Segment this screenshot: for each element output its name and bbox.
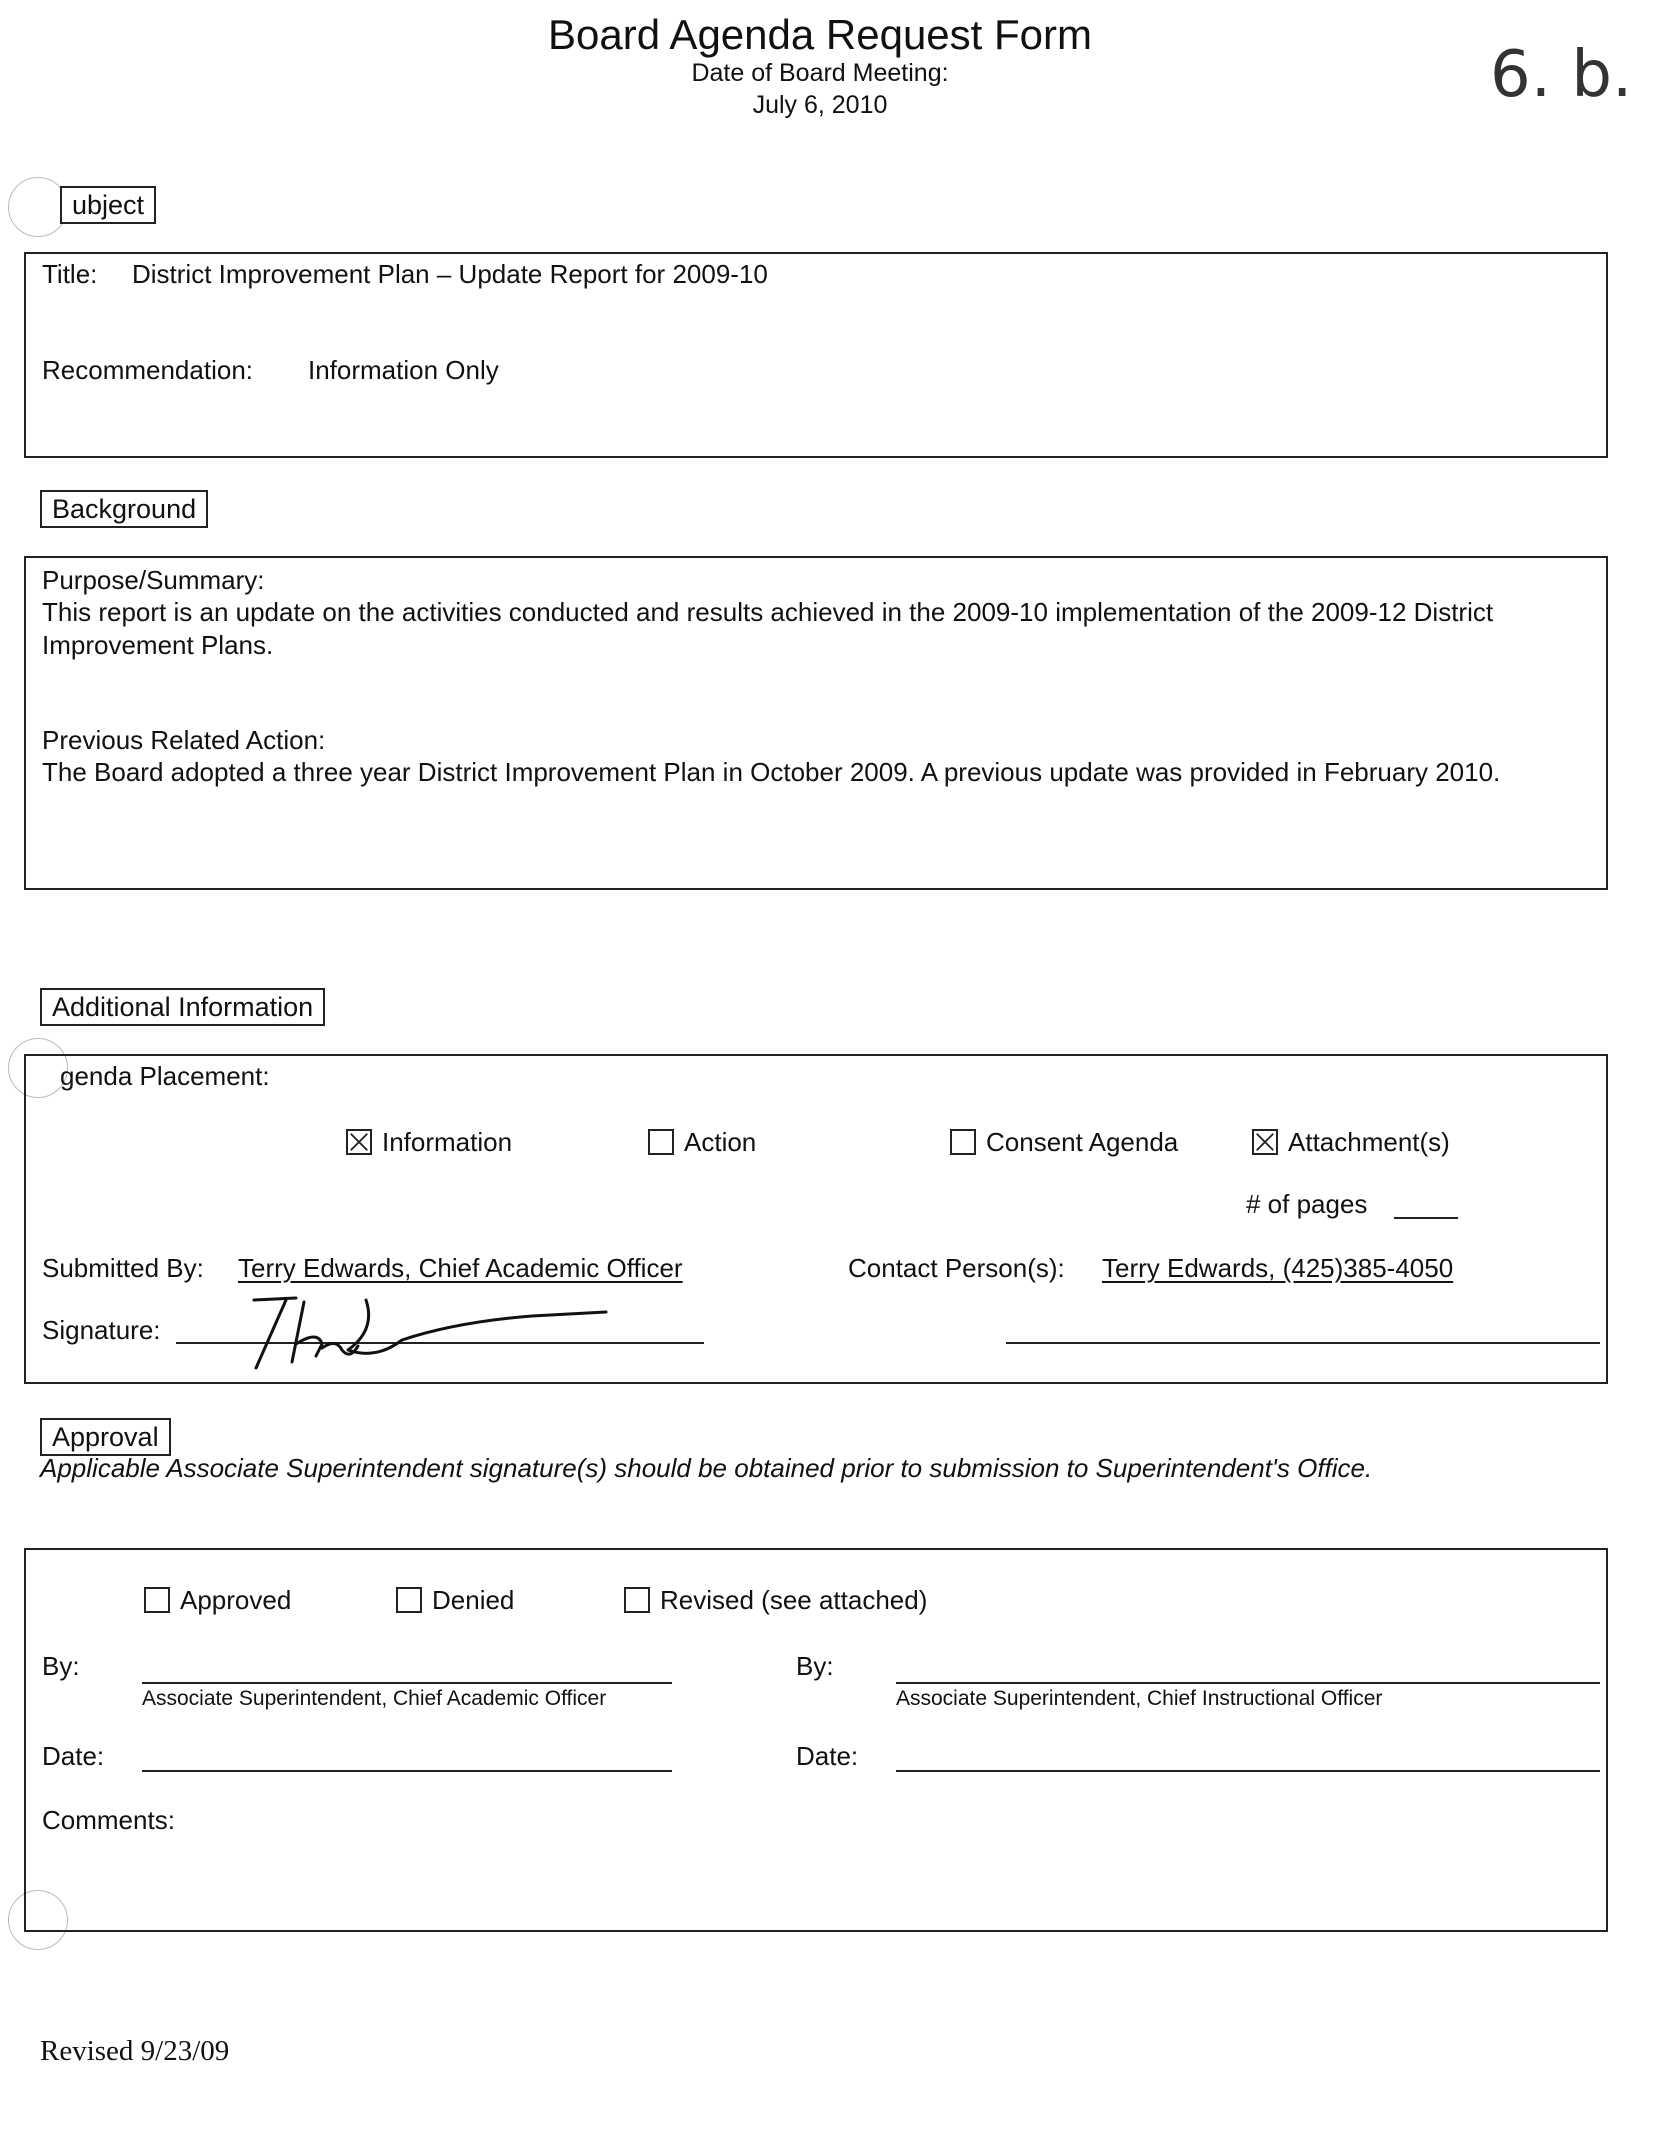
title-value: District Improvement Plan – Update Report for 2009-10: [132, 259, 768, 289]
checkbox-attachments[interactable]: [1252, 1126, 1450, 1159]
background-section-label: Background: [40, 490, 208, 528]
checkbox-attachments-label: Attachment(s): [1288, 1127, 1450, 1157]
approval-box: [24, 1548, 1608, 1932]
checkbox-approved[interactable]: [144, 1584, 291, 1617]
left-by-label: By:: [42, 1651, 80, 1681]
left-by-line[interactable]: [142, 1682, 672, 1684]
submitted-by-value: Terry Edwards, Chief Academic Officer: [238, 1253, 683, 1283]
meeting-date-label: Date of Board Meeting:: [691, 59, 949, 87]
submitted-by-label: Submitted By:: [42, 1253, 204, 1283]
additional-section-label: Additional Information: [40, 988, 325, 1026]
signature-label: Signature:: [42, 1315, 161, 1345]
empty-box-icon: [648, 1129, 674, 1155]
checkbox-revised[interactable]: [624, 1584, 927, 1617]
right-by-line[interactable]: [896, 1682, 1600, 1684]
checkbox-action-label: Action: [684, 1127, 757, 1157]
comments-label: Comments:: [42, 1805, 175, 1835]
form-title: Board Agenda Request Form: [548, 11, 1092, 58]
meeting-date-value: July 6, 2010: [752, 91, 888, 119]
left-date-line[interactable]: [142, 1770, 672, 1772]
pages-field[interactable]: [1394, 1217, 1458, 1219]
empty-box-icon: [950, 1129, 976, 1155]
empty-box-icon: [396, 1587, 422, 1613]
checkbox-action[interactable]: [648, 1126, 756, 1159]
contact-label: Contact Person(s):: [848, 1253, 1065, 1283]
right-by-label: By:: [796, 1651, 834, 1681]
background-box: [24, 556, 1608, 890]
checkbox-revised-label: Revised (see attached): [660, 1585, 928, 1615]
checkbox-information-label: Information: [382, 1127, 513, 1157]
revised-date-footer: Revised 9/23/09: [40, 2035, 230, 2067]
agenda-item-number: 6. b.: [1490, 38, 1633, 112]
pages-label: # of pages: [1246, 1189, 1368, 1219]
contact-value: Terry Edwards, (425)385-4050: [1102, 1253, 1454, 1283]
approval-note: Applicable Associate Superintendent signature(s) should be obtained prior to submission to Superintendent's Office.: [40, 1453, 1373, 1483]
checked-box-icon: [346, 1129, 372, 1155]
checked-box-icon: [1252, 1129, 1278, 1155]
recommendation-label: Recommendation:: [42, 355, 253, 385]
left-date-label: Date:: [42, 1741, 105, 1771]
previous-action-text: The Board adopted a three year District Improvement Plan in October 2009. A previous update was provided in February 2010.: [42, 757, 1501, 787]
right-date-label: Date:: [796, 1741, 859, 1771]
punch-hole-top: [8, 177, 68, 237]
right-date-line[interactable]: [896, 1770, 1600, 1772]
title-label: Title:: [42, 259, 98, 289]
checkbox-consent-agenda[interactable]: [950, 1126, 1178, 1159]
checkbox-information[interactable]: [346, 1126, 512, 1159]
additional-box: [24, 1054, 1608, 1384]
handwritten-signature: [226, 1282, 646, 1372]
checkbox-approved-label: Approved: [180, 1585, 292, 1615]
purpose-text: This report is an update on the activities conducted and results achieved in the 2009-10 implementation of the 2009-12 District Improvement Plans.: [42, 597, 1494, 660]
subject-section-label: ubject: [60, 186, 156, 224]
recommendation-value: Information Only: [308, 355, 499, 385]
checkbox-denied-label: Denied: [432, 1585, 515, 1615]
left-role-caption: Associate Superintendent, Chief Academic Officer: [142, 1687, 607, 1710]
previous-action-heading: Previous Related Action:: [42, 725, 326, 755]
empty-box-icon: [144, 1587, 170, 1613]
right-role-caption: Associate Superintendent, Chief Instructional Officer: [896, 1687, 1383, 1710]
checkbox-consent-agenda-label: Consent Agenda: [986, 1127, 1179, 1157]
checkbox-denied[interactable]: [396, 1584, 514, 1617]
agenda-placement-label: genda Placement:: [60, 1061, 270, 1091]
contact-signature-line[interactable]: [1006, 1342, 1600, 1344]
subject-box: [24, 252, 1608, 458]
empty-box-icon: [624, 1587, 650, 1613]
approval-section-label: Approval: [40, 1418, 171, 1456]
purpose-heading: Purpose/Summary:: [42, 565, 265, 595]
